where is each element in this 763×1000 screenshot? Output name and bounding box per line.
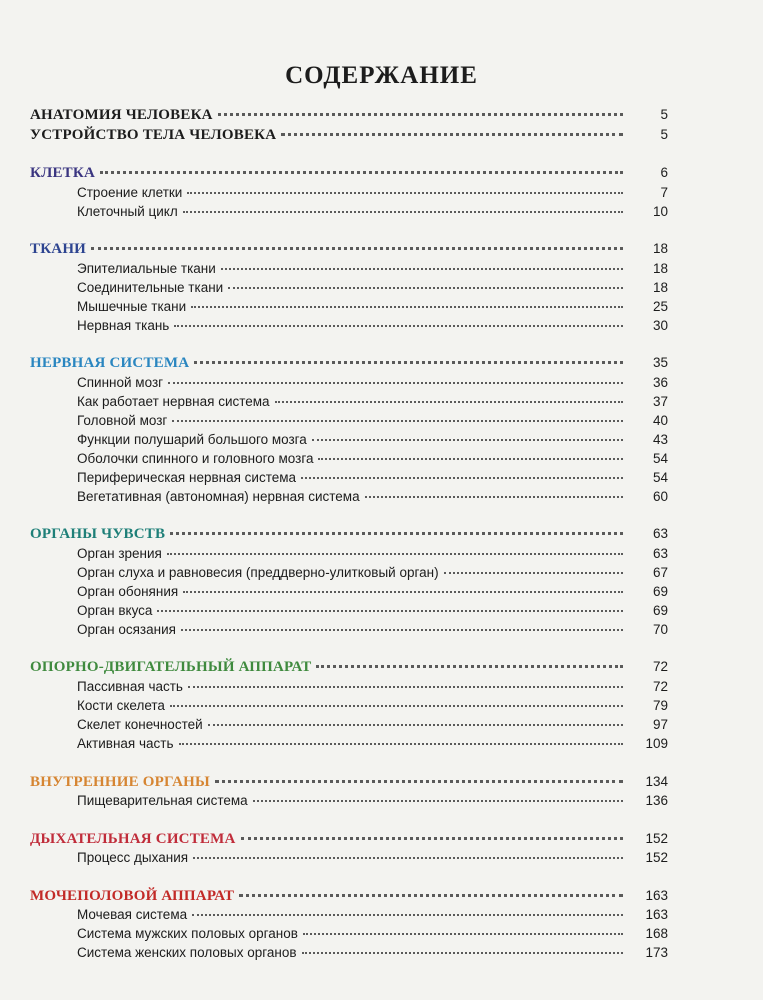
toc-entry-page: 134	[645, 774, 668, 789]
toc-section-urogenital[interactable]	[30, 888, 668, 907]
toc-subentry[interactable]	[30, 603, 668, 622]
dot-leader	[281, 132, 623, 136]
toc-entry-title: Скелет конечностей	[77, 717, 203, 732]
toc-section-title: ВНУТРЕННИЕ ОРГАНЫ	[30, 774, 210, 790]
dot-leader	[174, 324, 623, 327]
toc-entry-body-structure[interactable]	[30, 127, 668, 146]
toc-subentry[interactable]	[30, 850, 668, 869]
toc-subentry[interactable]	[30, 546, 668, 565]
toc-subentry[interactable]	[30, 565, 668, 584]
toc-subentry[interactable]	[30, 717, 668, 736]
toc-section-internal-organs[interactable]	[30, 774, 668, 793]
dot-leader	[301, 476, 623, 479]
toc-entry-title: Орган осязания	[77, 622, 176, 637]
toc-subentry[interactable]	[30, 299, 668, 318]
toc-entry-page: 54	[652, 451, 668, 466]
toc-entry-page: 43	[652, 432, 668, 447]
toc-entry-page: 63	[652, 526, 668, 541]
dot-leader	[239, 893, 623, 897]
dot-leader	[91, 246, 623, 250]
toc-entry-page: 40	[652, 413, 668, 428]
dot-leader	[193, 856, 623, 859]
dot-leader	[168, 381, 623, 384]
toc-entry-page: 7	[660, 185, 668, 200]
dot-leader	[183, 590, 623, 593]
toc-entry-title: Клеточный цикл	[77, 204, 178, 219]
toc-entry-page: 109	[645, 736, 668, 751]
toc-entry-title: Пассивная часть	[77, 679, 183, 694]
dot-leader	[170, 531, 623, 535]
toc-subentry[interactable]	[30, 432, 668, 451]
toc-entry-title: Орган вкуса	[77, 603, 153, 618]
dot-leader	[302, 951, 623, 954]
toc-subentry[interactable]	[30, 185, 668, 204]
toc-entry-page: 168	[645, 926, 668, 941]
dot-leader	[303, 932, 623, 935]
toc-section-title: КЛЕТКА	[30, 165, 95, 181]
toc-entry-title: АНАТОМИЯ ЧЕЛОВЕКА	[30, 107, 213, 123]
dot-leader	[191, 305, 623, 308]
toc-subentry[interactable]	[30, 470, 668, 489]
dot-leader	[194, 360, 623, 364]
toc-entry-title: Как работает нервная система	[77, 394, 270, 409]
toc-entry-page: 152	[645, 831, 668, 846]
toc-entry-page: 69	[652, 584, 668, 599]
dot-leader	[241, 836, 623, 840]
toc-entry-title: Вегетативная (автономная) нервная система	[77, 489, 360, 504]
dot-leader	[183, 210, 623, 213]
toc-entry-title: Нервная ткань	[77, 318, 170, 333]
toc-subentry[interactable]	[30, 584, 668, 603]
toc-entry-page: 18	[652, 241, 668, 256]
dot-leader	[187, 191, 623, 194]
toc-entry-anatomy[interactable]	[30, 107, 668, 126]
toc-entry-title: Головной мозг	[77, 413, 168, 428]
dot-leader	[312, 438, 623, 441]
dot-leader	[157, 609, 623, 612]
toc-entry-title: Орган обоняния	[77, 584, 179, 599]
toc-section-sense-organs[interactable]	[30, 526, 668, 545]
dot-leader	[179, 742, 624, 745]
toc-entry-page: 25	[652, 299, 668, 314]
toc-entry-title: Строение клетки	[77, 185, 183, 200]
toc-section-title: ОПОРНО-ДВИГАТЕЛЬНЫЙ АППАРАТ	[30, 659, 312, 675]
toc-subentry[interactable]	[30, 280, 668, 299]
toc-entry-page: 30	[652, 318, 668, 333]
dot-leader	[192, 913, 623, 916]
toc-entry-title: Процесс дыхания	[77, 850, 189, 865]
toc-subentry[interactable]	[30, 451, 668, 470]
dot-leader	[188, 685, 623, 688]
toc-entry-page: 69	[652, 603, 668, 618]
toc-entry-page: 67	[652, 565, 668, 580]
toc-subentry[interactable]	[30, 261, 668, 280]
toc-entry-page: 5	[660, 107, 668, 122]
toc-entry-page: 152	[645, 850, 668, 865]
toc-subentry[interactable]	[30, 945, 668, 964]
toc-entry-title: Кости скелета	[77, 698, 165, 713]
toc-entry-title: УСТРОЙСТВО ТЕЛА ЧЕЛОВЕКА	[30, 127, 277, 143]
dot-leader	[221, 267, 623, 270]
toc-entry-page: 18	[652, 261, 668, 276]
toc-entry-title: Мышечные ткани	[77, 299, 187, 314]
toc-entry-page: 163	[645, 888, 668, 903]
toc-entry-page: 63	[652, 546, 668, 561]
toc-entry-page: 136	[645, 793, 668, 808]
toc-entry-page: 70	[652, 622, 668, 637]
toc-subentry[interactable]	[30, 204, 668, 223]
toc-section-title: ТКАНИ	[30, 241, 87, 257]
toc-subentry[interactable]	[30, 318, 668, 337]
dot-leader	[208, 723, 623, 726]
toc-entry-page: 60	[652, 489, 668, 504]
toc-section-tkani[interactable]	[30, 241, 668, 260]
toc-section-nervous-system[interactable]	[30, 355, 668, 374]
toc-entry-title: Система мужских половых органов	[77, 926, 298, 941]
dot-leader	[100, 170, 623, 174]
toc-entry-page: 37	[652, 394, 668, 409]
toc-entry-page: 35	[652, 355, 668, 370]
toc-entry-page: 97	[652, 717, 668, 732]
toc-entry-page: 18	[652, 280, 668, 295]
toc-subentry[interactable]	[30, 489, 668, 508]
toc-entry-title: Оболочки спинного и головного мозга	[77, 451, 314, 466]
toc-entry-title: Орган слуха и равновесия (преддверно-улитковый орган)	[77, 565, 439, 580]
dot-leader	[316, 664, 623, 668]
toc-section-kletka[interactable]	[30, 165, 668, 184]
toc-subentry[interactable]	[30, 679, 668, 698]
toc-section-musculoskeletal[interactable]	[30, 659, 668, 678]
dot-leader	[444, 571, 623, 574]
toc-section-title: НЕРВНАЯ СИСТЕМА	[30, 355, 190, 371]
toc-entry-page: 6	[660, 165, 668, 180]
toc-subentry[interactable]	[30, 375, 668, 394]
toc-section-respiratory[interactable]	[30, 831, 668, 850]
toc-entry-page: 173	[645, 945, 668, 960]
toc-subentry[interactable]	[30, 736, 668, 755]
toc-entry-title: Периферическая нервная система	[77, 470, 297, 485]
toc-subentry[interactable]	[30, 413, 668, 432]
toc-entry-title: Соединительные ткани	[77, 280, 224, 295]
toc-entry-page: 36	[652, 375, 668, 390]
toc-entry-title: Орган зрения	[77, 546, 162, 561]
toc-entry-page: 54	[652, 470, 668, 485]
toc-entry-title: Мочевая система	[77, 907, 188, 922]
dot-leader	[253, 799, 623, 802]
page-title: СОДЕРЖАНИЕ	[285, 62, 478, 89]
toc-entry-title: Активная часть	[77, 736, 174, 751]
toc-section-title: ОРГАНЫ ЧУВСТВ	[30, 526, 166, 542]
toc-entry-title: Функции полушарий большого мозга	[77, 432, 307, 447]
dot-leader	[172, 419, 623, 422]
toc-entry-page: 72	[652, 659, 668, 674]
dot-leader	[318, 457, 623, 460]
dot-leader	[215, 779, 623, 783]
dot-leader	[218, 112, 623, 116]
dot-leader	[228, 286, 623, 289]
toc-entry-title: Пищеварительная система	[77, 793, 248, 808]
toc-subentry[interactable]	[30, 907, 668, 926]
dot-leader	[167, 552, 623, 555]
toc-entry-page: 72	[652, 679, 668, 694]
dot-leader	[170, 704, 623, 707]
toc-entry-title: Эпителиальные ткани	[77, 261, 216, 276]
toc-section-title: ДЫХАТЕЛЬНАЯ СИСТЕМА	[30, 831, 236, 847]
toc-entry-title: Система женских половых органов	[77, 945, 297, 960]
toc-subentry[interactable]	[30, 698, 668, 717]
toc-subentry[interactable]	[30, 622, 668, 641]
toc-entry-title: Спинной мозг	[77, 375, 164, 390]
toc-section-title: МОЧЕПОЛОВОЙ АППАРАТ	[30, 888, 235, 904]
dot-leader	[275, 400, 623, 403]
toc-entry-page: 5	[660, 127, 668, 142]
toc-entry-page: 163	[645, 907, 668, 922]
toc-entry-page: 79	[652, 698, 668, 713]
toc-entry-page: 10	[652, 204, 668, 219]
toc-subentry[interactable]	[30, 394, 668, 413]
toc-subentry[interactable]	[30, 926, 668, 945]
dot-leader	[365, 495, 623, 498]
dot-leader	[181, 628, 623, 631]
toc-subentry[interactable]	[30, 793, 668, 812]
